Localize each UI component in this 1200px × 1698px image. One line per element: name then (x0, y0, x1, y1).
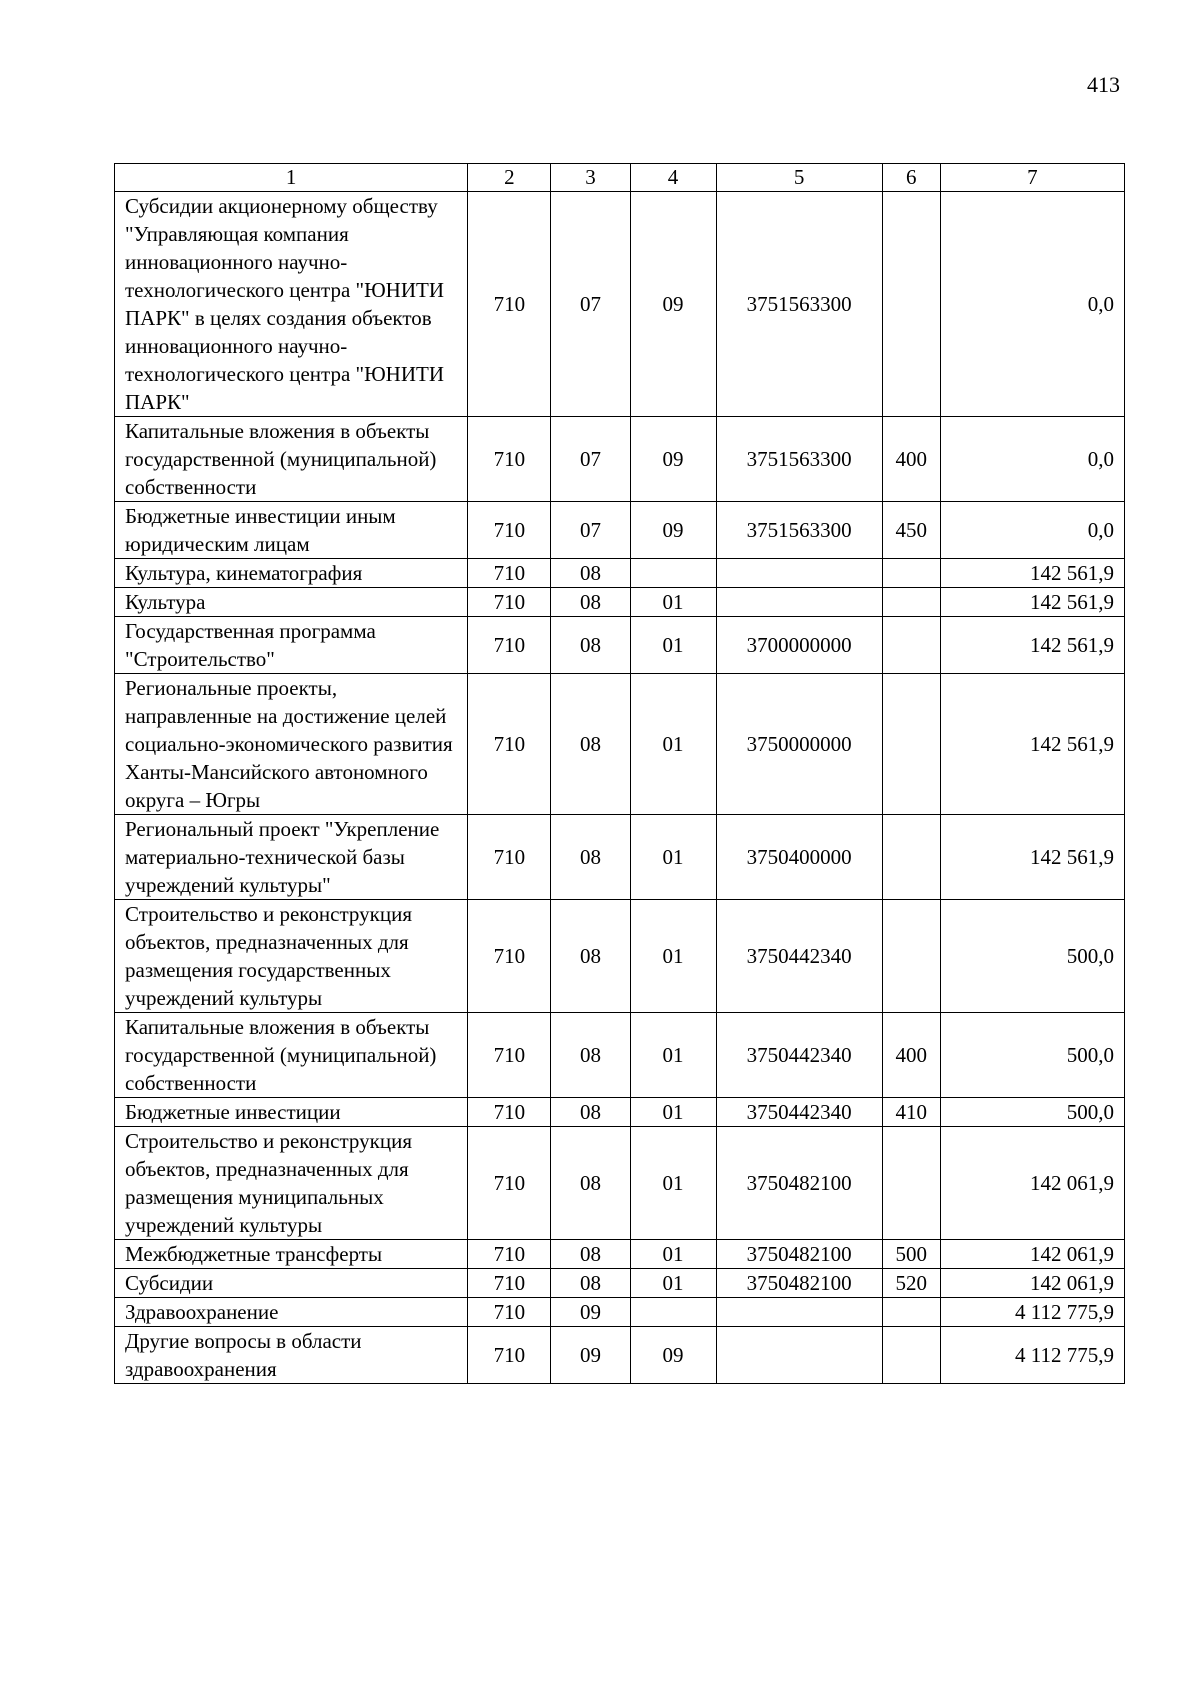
column-number-4: 4 (630, 164, 716, 192)
code-section: 07 (551, 502, 630, 559)
code-expense-type (882, 1127, 940, 1240)
row-name: Субсидии (115, 1269, 468, 1298)
table-row (115, 900, 1125, 1013)
column-number-1: 1 (115, 164, 468, 192)
row-name: Здравоохранение (115, 1298, 468, 1327)
row-name: Межбюджетные трансферты (115, 1240, 468, 1269)
code-section: 07 (551, 192, 630, 417)
table-row (115, 1298, 1125, 1327)
row-name: Капитальные вложения в объекты государственной (муниципальной) собственности (115, 1013, 468, 1098)
row-sum: 142 561,9 (940, 617, 1124, 674)
code-expense-type: 500 (882, 1240, 940, 1269)
code-subsection: 09 (630, 1327, 716, 1384)
column-number-row (115, 164, 1125, 192)
row-sum: 142 561,9 (940, 815, 1124, 900)
code-target-article: 3750000000 (716, 674, 882, 815)
code-target-article (716, 588, 882, 617)
code-subsection: 01 (630, 1013, 716, 1098)
table-row (115, 417, 1125, 502)
code-section: 08 (551, 815, 630, 900)
code-section: 07 (551, 417, 630, 502)
row-sum: 0,0 (940, 417, 1124, 502)
code-main-manager: 710 (468, 588, 551, 617)
row-sum: 4 112 775,9 (940, 1327, 1124, 1384)
code-target-article: 3750442340 (716, 1013, 882, 1098)
code-subsection: 01 (630, 1240, 716, 1269)
code-expense-type (882, 815, 940, 900)
table-row (115, 1327, 1125, 1384)
code-expense-type: 450 (882, 502, 940, 559)
code-expense-type (882, 192, 940, 417)
row-sum: 4 112 775,9 (940, 1298, 1124, 1327)
row-name: Культура (115, 588, 468, 617)
table-row (115, 1240, 1125, 1269)
code-subsection (630, 559, 716, 588)
table-row (115, 502, 1125, 559)
table-row (115, 559, 1125, 588)
table-body (115, 164, 1125, 1384)
page-number: 413 (1087, 72, 1120, 97)
table-row (115, 815, 1125, 900)
code-main-manager: 710 (468, 1327, 551, 1384)
code-section: 08 (551, 1269, 630, 1298)
row-sum: 142 561,9 (940, 674, 1124, 815)
code-target-article: 3750442340 (716, 900, 882, 1013)
code-expense-type (882, 1298, 940, 1327)
column-number-5: 5 (716, 164, 882, 192)
code-main-manager: 710 (468, 674, 551, 815)
code-main-manager: 710 (468, 1013, 551, 1098)
row-name: Бюджетные инвестиции иным юридическим лицам (115, 502, 468, 559)
code-subsection: 01 (630, 1098, 716, 1127)
table-row (115, 1098, 1125, 1127)
row-sum: 0,0 (940, 192, 1124, 417)
code-target-article (716, 1298, 882, 1327)
row-name: Другие вопросы в области здравоохранения (115, 1327, 468, 1384)
code-expense-type: 410 (882, 1098, 940, 1127)
row-sum: 500,0 (940, 1013, 1124, 1098)
row-sum: 142 061,9 (940, 1127, 1124, 1240)
code-main-manager: 710 (468, 1298, 551, 1327)
code-target-article: 3751563300 (716, 502, 882, 559)
code-target-article: 3750482100 (716, 1127, 882, 1240)
code-main-manager: 710 (468, 815, 551, 900)
code-target-article: 3750482100 (716, 1240, 882, 1269)
code-main-manager: 710 (468, 1098, 551, 1127)
code-section: 08 (551, 559, 630, 588)
code-section: 08 (551, 588, 630, 617)
row-sum: 142 061,9 (940, 1269, 1124, 1298)
code-subsection: 01 (630, 588, 716, 617)
code-main-manager: 710 (468, 1127, 551, 1240)
code-subsection: 09 (630, 192, 716, 417)
code-main-manager: 710 (468, 559, 551, 588)
code-target-article: 3750482100 (716, 1269, 882, 1298)
code-subsection: 01 (630, 617, 716, 674)
code-subsection: 01 (630, 1127, 716, 1240)
column-number-3: 3 (551, 164, 630, 192)
code-section: 08 (551, 674, 630, 815)
code-expense-type: 520 (882, 1269, 940, 1298)
code-target-article (716, 1327, 882, 1384)
table-row (115, 674, 1125, 815)
row-name: Строительство и реконструкция объектов, предназначенных для размещения государственных учреждений культуры (115, 900, 468, 1013)
code-expense-type (882, 588, 940, 617)
row-sum: 500,0 (940, 1098, 1124, 1127)
row-sum: 0,0 (940, 502, 1124, 559)
code-expense-type (882, 617, 940, 674)
code-subsection: 01 (630, 674, 716, 815)
code-section: 08 (551, 1013, 630, 1098)
code-section: 08 (551, 900, 630, 1013)
table-row (115, 1269, 1125, 1298)
table-row (115, 192, 1125, 417)
table-row (115, 588, 1125, 617)
row-name: Капитальные вложения в объекты государственной (муниципальной) собственности (115, 417, 468, 502)
code-main-manager: 710 (468, 1240, 551, 1269)
column-number-7: 7 (940, 164, 1124, 192)
code-subsection: 01 (630, 1269, 716, 1298)
column-number-2: 2 (468, 164, 551, 192)
code-section: 08 (551, 1098, 630, 1127)
code-expense-type (882, 674, 940, 815)
code-subsection: 09 (630, 417, 716, 502)
row-name: Культура, кинематография (115, 559, 468, 588)
code-main-manager: 710 (468, 617, 551, 674)
row-name: Государственная программа "Строительство" (115, 617, 468, 674)
code-main-manager: 710 (468, 1269, 551, 1298)
code-expense-type (882, 559, 940, 588)
row-name: Региональный проект "Укрепление материально-технической базы учреждений культуры" (115, 815, 468, 900)
code-expense-type: 400 (882, 1013, 940, 1098)
code-section: 08 (551, 1240, 630, 1269)
code-main-manager: 710 (468, 502, 551, 559)
code-target-article: 3751563300 (716, 192, 882, 417)
code-subsection: 01 (630, 900, 716, 1013)
code-target-article: 3700000000 (716, 617, 882, 674)
table-row (115, 617, 1125, 674)
row-sum: 500,0 (940, 900, 1124, 1013)
code-subsection: 09 (630, 502, 716, 559)
row-sum: 142 061,9 (940, 1240, 1124, 1269)
row-name: Субсидии акционерному обществу "Управляющая компания инновационного научно-технологического центра "ЮНИТИ ПАРК" в целях создания объектов инновационного научно-технологического центра "ЮНИТИ ПАРК" (115, 192, 468, 417)
row-name: Бюджетные инвестиции (115, 1098, 468, 1127)
code-expense-type (882, 1327, 940, 1384)
budget-table (114, 163, 1125, 1384)
code-target-article: 3751563300 (716, 417, 882, 502)
code-main-manager: 710 (468, 192, 551, 417)
row-sum: 142 561,9 (940, 588, 1124, 617)
code-expense-type (882, 900, 940, 1013)
row-name: Строительство и реконструкция объектов, предназначенных для размещения муниципальных учреждений культуры (115, 1127, 468, 1240)
row-name: Региональные проекты, направленные на достижение целей социально-экономического развития Ханты-Мансийского автономного округа – Югры (115, 674, 468, 815)
code-target-article (716, 559, 882, 588)
code-main-manager: 710 (468, 900, 551, 1013)
row-sum: 142 561,9 (940, 559, 1124, 588)
code-section: 08 (551, 617, 630, 674)
table-row (115, 1013, 1125, 1098)
code-subsection: 01 (630, 815, 716, 900)
code-section: 09 (551, 1327, 630, 1384)
code-subsection (630, 1298, 716, 1327)
code-main-manager: 710 (468, 417, 551, 502)
code-target-article: 3750442340 (716, 1098, 882, 1127)
code-section: 08 (551, 1127, 630, 1240)
code-target-article: 3750400000 (716, 815, 882, 900)
table-row (115, 1127, 1125, 1240)
code-expense-type: 400 (882, 417, 940, 502)
column-number-6: 6 (882, 164, 940, 192)
code-section: 09 (551, 1298, 630, 1327)
